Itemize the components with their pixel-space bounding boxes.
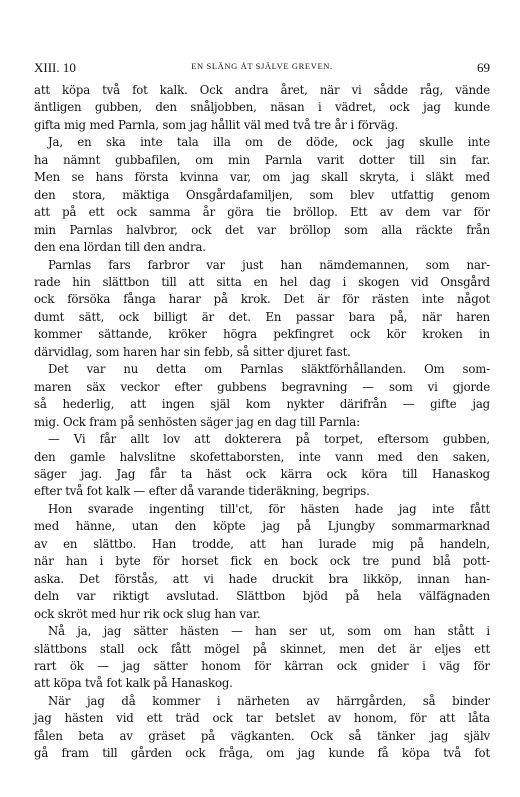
text-line: gifta mig med Parnla, som jag hållit väl med två tre år i förväg. [34, 117, 399, 132]
text-line: fålen beta av gräset på vägkanten. Ock så tänker jag själv [34, 728, 490, 743]
text-line: ock skröt med hur rik ock slug han var. [34, 606, 261, 621]
text-line: så hederlig, att ingen själ kom nykter därifrån — gifte jag [34, 397, 490, 412]
text-line: med hänne, utan den köpte jag på Ljungby sommarmarknad [34, 519, 490, 534]
text-line: av en slättbo. Han trodde, att han lurade mig på handeln, [34, 536, 490, 551]
text-line: jag hästen vid ett träd ock tar betslet av honom, för att låta [34, 711, 490, 726]
text-line: ha nämnt gubbafilen, om min Parnla varit dotter till sin far. [34, 152, 490, 167]
text-line: aska. Det förstås, att vi hade druckit bra likköp, innan han- [34, 571, 490, 586]
text-line: äntligen gubben, den snåljobben, näsan i vädret, ock jag kunde [34, 100, 490, 115]
book-page [34, 60, 490, 763]
body-text [34, 82, 490, 763]
text-line: Nå ja, jag sätter hästen — han ser ut, som om han stått i [48, 624, 490, 639]
text-line: den ena lördan till den andra. [34, 240, 206, 255]
text-line: min Parnlas halvbror, ock det var bröllop som alla räckte från [34, 222, 490, 237]
text-line: efter två fot kalk — efter då varande tideräkning, begrips. [34, 484, 370, 499]
text-line: mig. Ock fram på senhösten säger jag en dag till Parnla: [34, 414, 360, 429]
text-line: Hon svarade ingenting till'ct, för hästen hade jag inte fått [48, 501, 490, 516]
text-line: Det var nu detta om Parnlas släktförhållanden. Om som- [48, 362, 490, 377]
text-line: deln var riktigt avslutad. Slättbon bjöd på hela välfägnaden [34, 589, 490, 604]
text-line: när han i byte för horset fick en bock ock tre pund blå pott- [34, 554, 490, 569]
text-line: därvidlag, som haren har sin febb, så sitter djuret fast. [34, 344, 351, 359]
running-title: EN SLÄNG ÅT SJÄLVE GREVEN. [191, 61, 333, 71]
text-line: maren säx veckor efter gubbens begravning — som vi gjorde [34, 379, 490, 394]
text-line: rart ök — jag sätter honom för kärran ock gnider i väg för [34, 658, 490, 673]
text-line: När jag då kommer i närheten av härrgården, så binder [48, 693, 490, 708]
text-line: Ja, en ska inte tala illa om de döde, ock jag skulle inte [48, 135, 490, 150]
text-line: att köpa två fot kalk på Hanaskog. [34, 676, 233, 691]
text-line: slättbons stall ock fått mögel på skinnet, men det är eljes ett [34, 641, 490, 656]
chapter-marker: XIII. 10 [34, 60, 76, 75]
text-line: — Vi får allt lov att dokterera på torpet, eftersom gubben, [48, 432, 490, 447]
text-line: ock försöka fånga harar på krok. Det är för rästen inte något [34, 292, 490, 307]
page-number: 69 [477, 60, 490, 75]
text-line: att på ett ock samma år göra tie bröllop. Ett av dem var för [34, 205, 490, 220]
text-line: rade hin slättbon till att sitta en hel dag i skogen vid Onsgård [34, 274, 490, 289]
running-header [34, 60, 490, 76]
text-line: dumt sätt, ock billigt är det. En passar bara på, när haren [34, 309, 490, 324]
text-line: Parnlas fars farbror var just han nämdemannen, som nar- [48, 257, 490, 272]
text-line: säger jag. Jag får ta häst ock kärra ock köra till Hanaskog [34, 466, 490, 481]
text-line: den stora, mäktiga Onsgårdafamiljen, som blev utfattig genom [34, 187, 490, 202]
text-line: Men se hans första kvinna var, om jag skall skryta, i släkt med [34, 170, 490, 185]
text-line: att köpa två fot kalk. Ock andra året, när vi sådde råg, vände [34, 83, 490, 97]
text-line: kommer sättande, kröker högra pekfingret ock kör kroken in [34, 327, 490, 342]
text-line: gå fram till gården ock fråga, om jag kunde få köpa två fot [34, 746, 490, 761]
text-line: den gamle halvslitne skofettaborsten, inte vann med den saken, [34, 449, 490, 464]
